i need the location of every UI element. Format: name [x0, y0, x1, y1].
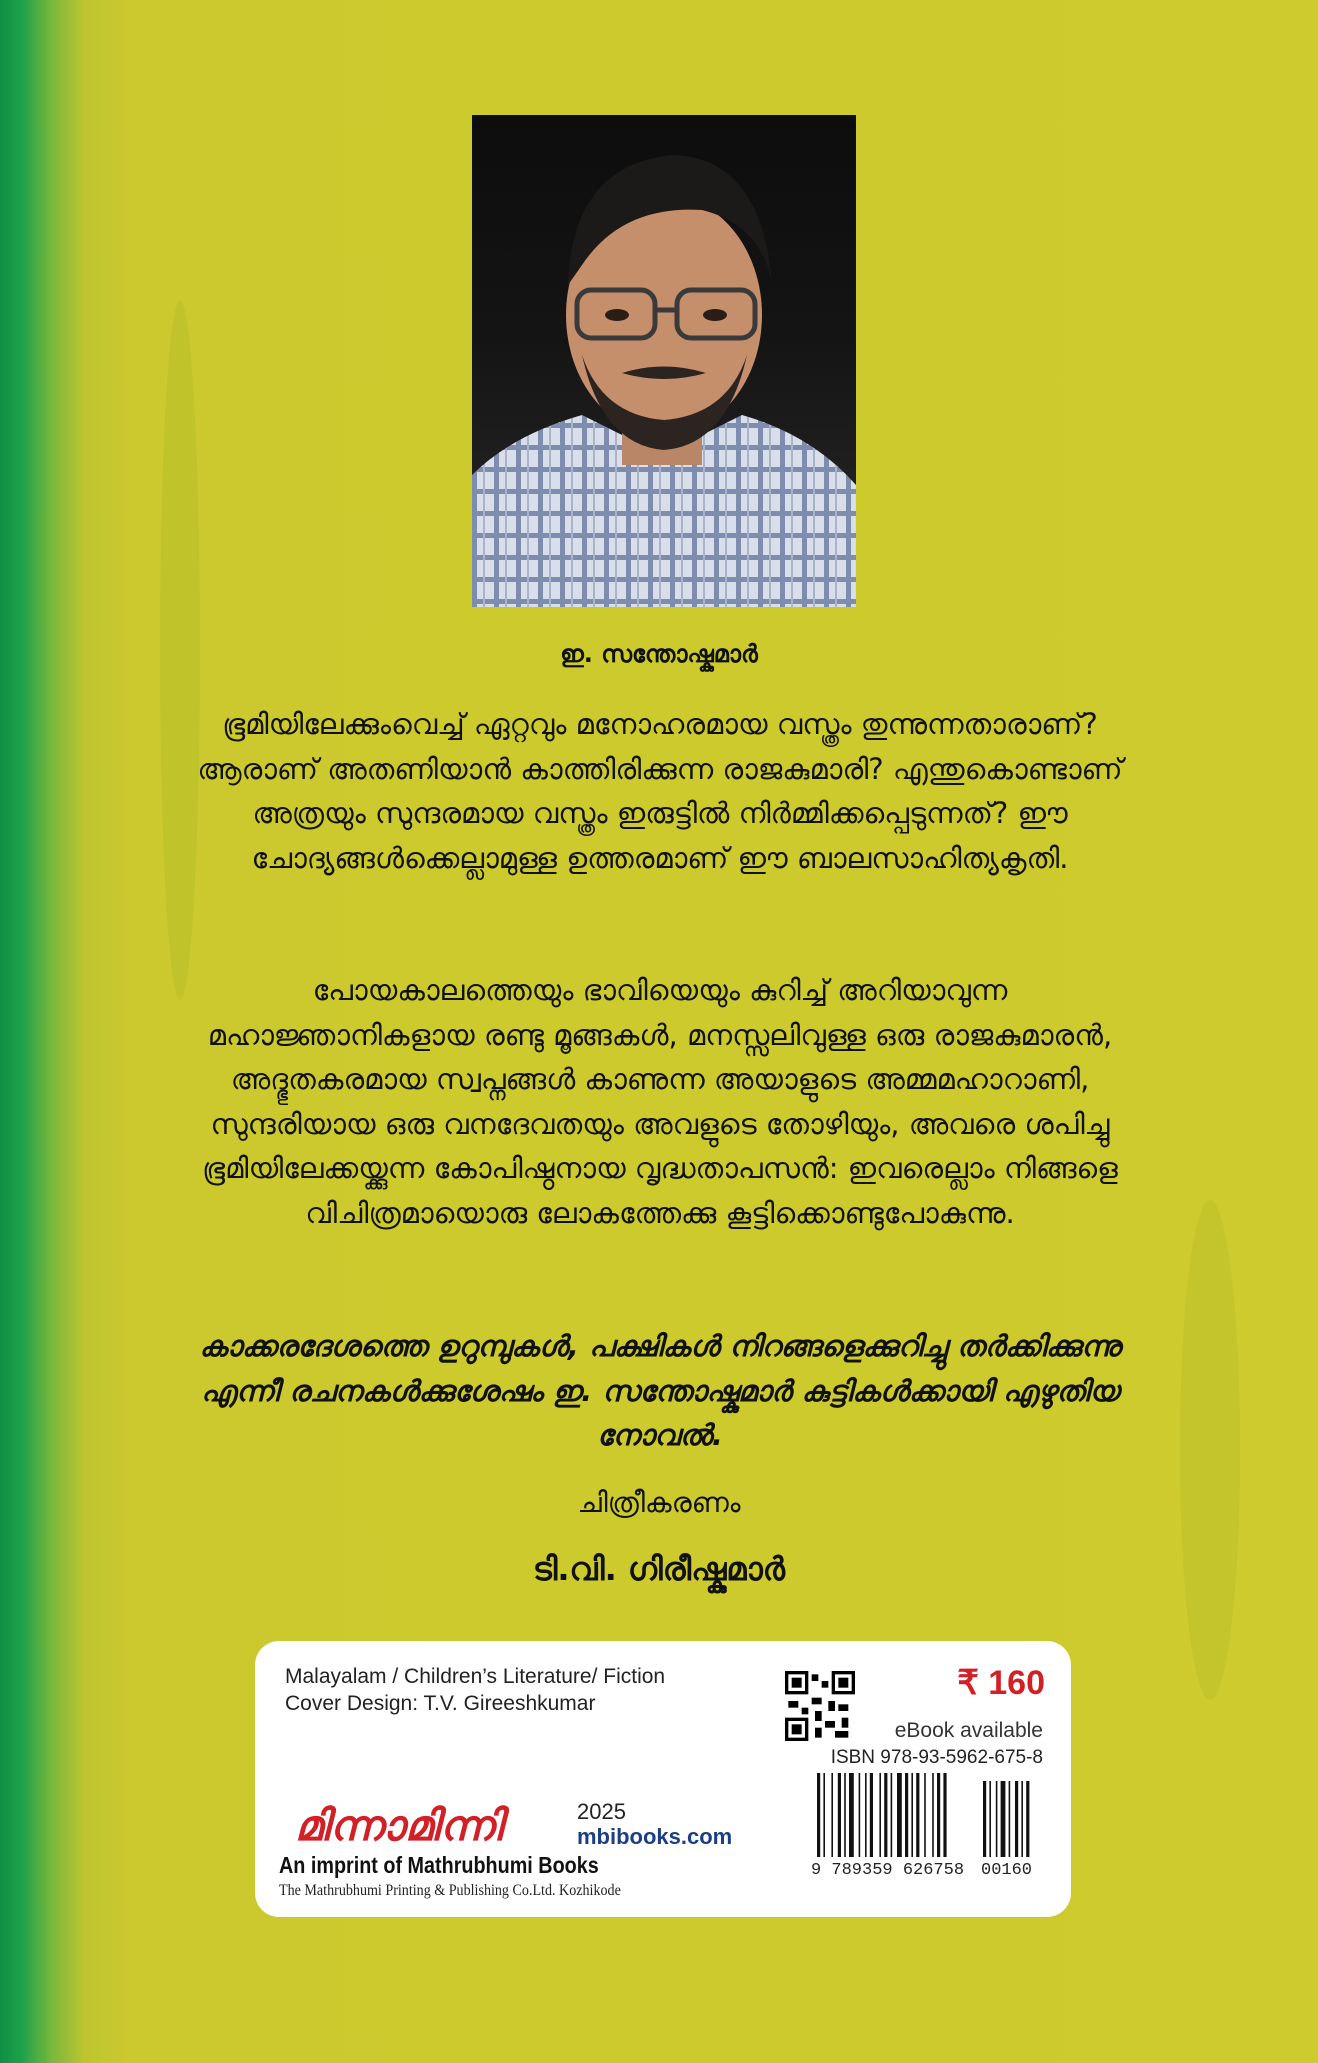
genre-text: Malayalam / Children’s Literature/ Fiction	[285, 1665, 666, 1688]
illustration-label: ചിത്രീകരണം	[577, 1486, 741, 1519]
blurb-text-3: കാക്കരദേശത്തെ ഉറുമ്പുകൾ, പക്ഷികൾ നിറങ്ങളെക്കുറിച്ചു തർക്കിക്കുന്നു എന്നീ രചനകൾക്കുശേഷം ഇ. സന്തോഷ്കുമാർ കുട്ടികൾക്കായി എഴുതിയ നോവൽ.	[199, 1329, 1121, 1452]
isbn: ISBN 978-93-5962-675-8	[830, 1747, 1043, 1768]
background-streak	[1180, 1200, 1240, 1700]
blurb-text-2: പോയകാലത്തെയും ഭാവിയെയും കുറിച്ച് അറിയാവുന്ന മഹാജ്ഞാനികളായ രണ്ടു മൂങ്ങകൾ, മനസ്സലിവുള്ള ഒരു രാജകുമാരൻ, അദ്ഭുതകരമായ സ്വപ്നങ്ങൾ കാണുന്ന അയാളുടെ അമ്മമഹാറാണി, സുന്ദരിയായ ഒരു വനദേവതയും അവളുടെ തോഴിയും, അവരെ ശപിച്ചു ഭൂമിയിലേക്കയ്ക്കുന്ന കോപിഷ്ഠനായ വൃദ്ധതാപസൻ: ഇവരെല്ലാം നിങ്ങളെ വിചിത്രമായൊരു ലോകത്തേക്കു കൂട്ടിക്കൊണ്ടുപോകുന്നു.	[202, 973, 1118, 1230]
barcode-addon-number: 00160	[981, 1861, 1033, 1880]
blurb-paragraph-3	[190, 1324, 1130, 1458]
publisher-logo: മിന്നാമിന്നി	[295, 1801, 503, 1850]
barcode	[815, 1773, 1045, 1857]
info-panel	[255, 1641, 1071, 1917]
publisher-website: mbibooks.com	[577, 1824, 733, 1849]
ebook-availability: eBook available	[894, 1719, 1043, 1742]
barcode-number: 9 789359 626758	[811, 1861, 965, 1880]
imprint-line: An imprint of Mathrubhumi Books	[279, 1852, 599, 1878]
blurb-paragraph-2	[190, 968, 1130, 1235]
publisher-full-name: The Mathrubhumi Printing & Publishing Co.Ltd. Kozhikode	[279, 1882, 621, 1899]
price: ₹ 160	[957, 1664, 1045, 1702]
blurb-paragraph-1	[190, 702, 1130, 880]
blurb-text-1: ഭൂമിയിലേക്കുംവെച്ച് ഏറ്റവും മനോഹരമായ വസ്ത്രം തുന്നുന്നതാരാണ്? ആരാണ് അതണിയാൻ കാത്തിരിക്കുന്ന രാജകുമാരി? എന്തുകൊണ്ടാണ് അത്രയും സുന്ദരമായ വസ്ത്രം ഇരുട്ടിൽ നിർമ്മിക്കപ്പെടുന്നത്? ഈ ചോദ്യങ്ങൾക്കെല്ലാമുള്ള ഉത്തരമാണ് ഈ ബാലസാഹിത്യകൃതി.	[197, 707, 1123, 875]
publication-year: 2025	[577, 1799, 626, 1824]
illustrator-name: ടി.വി. ഗിരീഷ്കുമാർ	[532, 1550, 786, 1588]
author-photo	[472, 115, 856, 607]
qr-code-icon	[785, 1671, 855, 1741]
cover-design-credit: Cover Design: T.V. Gireeshkumar	[285, 1692, 596, 1715]
author-name: ഇ. സന്തോഷ്കുമാർ	[560, 640, 758, 668]
